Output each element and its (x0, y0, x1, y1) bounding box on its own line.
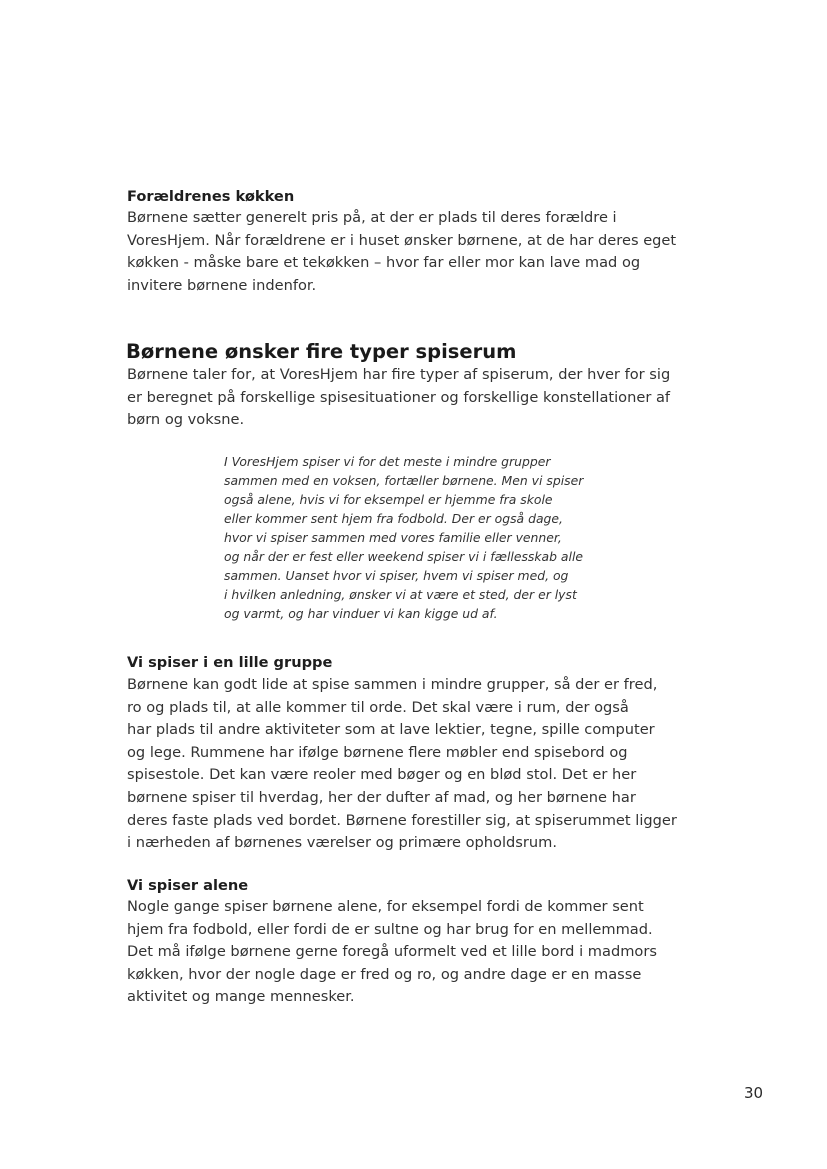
section-heading-lille-gruppe: Vi spiser i en lille gruppe (127, 654, 333, 671)
quote-line: og varmt, og har vinduer vi kan kigge ud af. (224, 606, 498, 621)
text-line: hjem fra fodbold, eller fordi de er sultne og har brug for en mellemmad. (127, 920, 653, 938)
page-number: 30 (744, 1084, 764, 1102)
quote-line: i hvilken anledning, ønsker vi at være et sted, der er lyst (224, 587, 577, 602)
children-quote (224, 452, 644, 623)
text-line: børnene spiser til hverdag, her der dufter af mad, og her børnene har (127, 788, 636, 806)
quote-line: og når der er fest eller weekend spiser vi i fællesskab alle (224, 549, 584, 564)
quote-line: hvor vi spiser sammen med vores familie eller venner, (224, 530, 562, 545)
text-line: børn og voksne. (127, 411, 245, 429)
text-line: Nogle gange spiser børnene alene, for eksempel fordi de kommer sent (127, 898, 644, 915)
text-line: aktivitet og mange mennesker. (127, 988, 355, 1006)
quote-line: sammen med en voksen, fortæller børnene. Men vi spiser (224, 473, 584, 488)
paragraph-spiser-alene (127, 896, 727, 1009)
section-heading-spiser-alene: Vi spiser alene (127, 877, 249, 894)
quote-line: sammen. Uanset hvor vi spiser, hvem vi spiser med, og (224, 568, 569, 583)
text-line: deres faste plads ved bordet. Børnene forestiller sig, at spiserummet ligger (127, 811, 677, 829)
text-line: Børnene taler for, at VoresHjem har fire typer af spiserum, der hver for sig (127, 366, 671, 383)
text-line: Det må ifølge børnene gerne foregå uformelt ved et lille bord i madmors (127, 943, 657, 961)
text-line: har plads til andre aktiviteter som at lave lektier, tegne, spille computer (127, 721, 655, 739)
text-line: køkken - måske bare et tekøkken – hvor far eller mor kan lave mad og (127, 254, 641, 272)
text-line: i nærheden af børnenes værelser og primære opholdsrum. (127, 834, 558, 852)
section-heading-foraeldrenes-koekken: Forældrenes køkken (127, 188, 295, 205)
section-heading-fire-typer-spiserum: Børnene ønsker fire typer spiserum (126, 340, 517, 363)
text-line: invitere børnene indenfor. (127, 276, 317, 294)
text-line: spisestole. Det kan være reoler med bøger og en blød stol. Det er her (127, 766, 637, 784)
text-line: og lege. Rummene har ifølge børnene flere møbler end spisebord og (127, 743, 628, 761)
text-line: Børnene sætter generelt pris på, at der er plads til deres forældre i (127, 209, 617, 226)
text-line: VoresHjem. Når forældrene er i huset ønsker børnene, at de har deres eget (127, 231, 677, 249)
text-line: Børnene kan godt lide at spise sammen i mindre grupper, så der er fred, (127, 676, 658, 693)
paragraph-lille-gruppe (127, 674, 727, 855)
quote-line: også alene, hvis vi for eksempel er hjemme fra skole (224, 492, 553, 507)
text-line: ro og plads til, at alle kommer til orde. Det skal være i rum, der også (127, 698, 629, 716)
quote-line: eller kommer sent hjem fra fodbold. Der er også dage, (224, 511, 563, 526)
paragraph-fire-typer-spiserum (127, 364, 727, 432)
text-line: er beregnet på forskellige spisesituationer og forskellige konstellationer af (127, 388, 671, 406)
quote-line: I VoresHjem spiser vi for det meste i mindre grupper (224, 454, 551, 469)
paragraph-foraeldrenes-koekken (127, 207, 727, 297)
text-line: køkken, hvor der nogle dage er fred og ro, og andre dage er en masse (127, 965, 642, 983)
